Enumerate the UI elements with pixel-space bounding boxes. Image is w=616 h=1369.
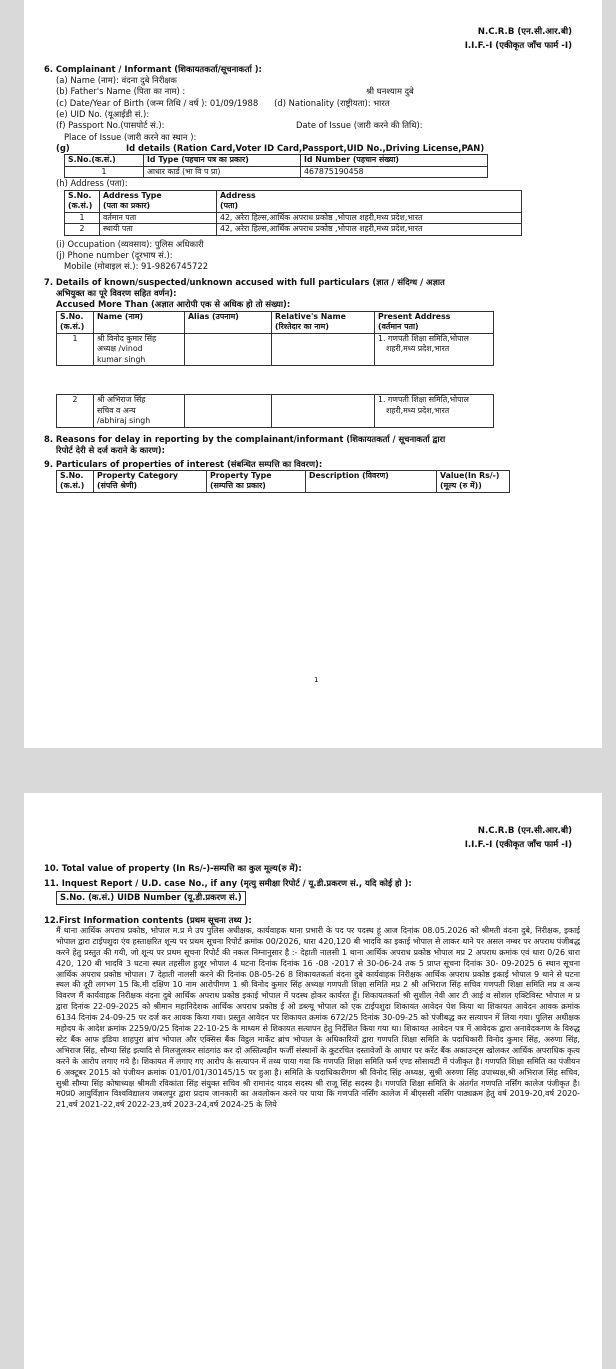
section-6-title: 6. Complainant / Informant (शिकायतकर्ता/सूचनाकर्ता ): [44,63,262,74]
accused-name-line: श्री विनोद कुमार सिंह [97,333,157,343]
dob-row [44,98,582,109]
accused-header-relative [272,311,375,333]
occupation: (i) Occupation (व्यवसाय): पुलिस अधिकारी [56,238,204,249]
addr-header-type [100,190,217,212]
addr-sno: 1 [65,212,100,224]
fir-contents: मैं थाना आर्थिक अपराध प्रकोष्ठ, भोपाल म.प्र मे उप पुलिस अधीक्षक, कार्यवाहक थाना प्रभारी के पद पर पदस्थ हूं आज दिनांक 08.05.2026 को श्रीमती वंदना दुबे, निरीक्षक, इकाई भोपाल द्वारा टाईपशुदा एंव हस्ताक्षरित शून्य पर प्रथम सूचना रिपोर्ट क्रमांक 00/2026, धारा 420,120 बी भादवि का इकाई भोपाल से लाकर थाने पर असल नम्बर पर अपराध पंजीबद्ध करने हेतु प्रस्तुत की गयी, जो शून्य पर प्रथम सूचना रिपोर्ट की नकल निम्नानुसार है :- देहाती नालसी 1 थाना आर्थिक अपराध प्रकोष्ठ भोपाल मप्र 2 अपराध क्रमांक एवं धारा 0/26 धारा 420, 120 बी भादवि 3 घटना स्थल तहसील हुजूर भोपाल 4 घटना दिनांक दिनांक 16 -08 -2017 से 30-06-24 तक 5 प्राप्त सूचना दिनांक 30- 09-2025 6 स्थान सूचना आर्थिक अपराध प्रकोष्ठ भोपाल। 7 देहाती नालसी करने की दिनांक 08-05-26 8 शिकायतकर्ता वंदना दुबे कार्यवाहक निरीक्षक आर्थिक अपराध प्रकोष्ठ इकाई भोपाल 9 थाने से घटना स्थल की दूरी लगभग 15 कि.मी दक्षिण 10 नाम आरोपीगण 1 श्री विनोद कुमार सिंह अध्यक्ष गणपती शिक्षा समिति मप्र 2 श्री अभिराज सिंह सचिव गणपती शिक्षा समिति मप्र व अन्य विवरण मैं कार्यवाहक निरीक्षक वंदना दुबे आर्थिक अपराध प्रकोष्ठ इकाई भोपाल में पदस्थ होकर कार्यरत हूँ। शिकायतकर्ता श्री सुशील नेवी आर टी आई व सोशल एक्टिविस्ट भोपाल म प्र द्वारा दिनांक 22-09-2025 को श्रीमान महानिदेशक आर्थिक अपराध प्रकोष्ठ ई ओ डब्ल्यू भोपाल को एक टाईपशुदा शिकायत आवेदन पेश किया था शिकायत आवेदन आवक क्रमांक 6134 दिनांक 24-09-25 पर दर्ज कर आवक किया गया। प्रस्तुत आवेदन पर शिकायत क्रमांक 672/25 दिनांक 30-09-25 को पंजीबद्ध कर सत्यापन में लिया गया। पुलिस अधीक्षक महोदय के आदेश क्रमांक 2259/0/25 दिनांक 22-10-25 के माध्यम से शिकायत सत्यापन हेतु निर्देशित किया गया था। शिकायत आवेदन पत्र में आवेदक द्वारा अनावेदकगण के विरुद्ध स्टेट बैंक आफ इंडिया शाहपुरा ब्रांच भोपाल और एक्सिस बैंक विट्ठल मार्केट ब्रांच भोपाल के अधिकारियों द्वारा गणपति शिक्षा समिति के पदाधिकारी विनोद कुमार सिंह, अरुणा सिंह, अभिराज सिंह, सौम्या सिंह इत्यादि से मिलजुलकर सांठगांठ कर दो अस्तित्वहीन फर्जी संस्थानों के कूटरचित दस्तावेजों के आधार पर करेंट बैंक अकाउन्ट्स खोलकर आर्थिक अपराधिक कृत्य करने के आरोप लगाए गये है। शिकायत में लगाए गए आरोप के सत्यापन में तथ्य पाया गया कि गणपति शिक्षा समिति फर्म एण्ड सोसायटी में पंजीकृत है। गणपति शिक्षा समिति का पंजीयन 6 अक्टूबर 2015 को पंजीयन क्रमांक 01/01/01/30145/15 पर हुआ है। समिति के पदाधिकारीगण श्री विनोद सिंह अध्यक्ष, सुश्री अरुणा सिंह उपाध्यक्ष,श्री अभिराज सिंह सचिव, सुश्री सौम्या सिंह कोषाध्यक्ष श्रीमती रविकांता सिंह संयुक्त सचिव श्री रामानंद यादव सदस्य श्री राजू सिंह सदस्य है। गणपति शिक्षा समिति के अंतर्गत गणपति नर्सिंग कालेज पंजीकृत है। म0प्र0 आयुर्विज्ञान विश्वविद्यालय जबलपुर द्वारा प्रदाय जानकारी का अवलोकन करने पर पाया कि गणपति नर्सिंग कालेज में बीएससी नर्सिंग पाठ्यक्रम हेतु वर्ष 2019-20,वर्ष 2020-21,वर्ष 2021-22,वर्ष 2022-23,वर्ष 2023-24,वर्ष 2024-25 के लिये [56,925,580,1110]
nationality: (d) Nationality (राष्ट्रीयता): भारत [274,97,390,108]
section-8-title: 8. Reasons for delay in reporting by the complainant/informant (शिकायतकर्ता / सूचनाकर्ता द्वारा [44,433,446,444]
id-details-title: Id details (Ration Card,Voter ID Card,Passport,UID No.,Driving License,PAN) [126,142,485,153]
section-7-title: 7. Details of known/suspected/unknown accused with full particulars (ज्ञात / संदिग्ध / अज्ञात [44,276,445,287]
father-name-row [44,86,582,97]
accused-header-address-en: Present Address [378,311,451,321]
id-header-sno: S.No.(क.सं.) [65,155,144,167]
addr-header-sno [65,190,100,212]
accused-address-line: शहरी,मध्य प्रदेश,भारत [386,405,450,415]
property-header-sno-hi: (क.सं.) [60,481,85,491]
accused-name-line: /abhiraj singh [97,416,151,426]
accused-sno: 2 [57,395,94,428]
addr-sno: 2 [65,224,100,236]
accused-name [94,333,185,366]
accused-header-address-hi: (वर्तमान पता) [378,322,419,332]
passport-no: (f) Passport No.(पासपोर्ट सं.): [56,120,165,131]
accused-name-line: श्री अभिराज सिंह [97,395,146,405]
property-header-category-hi: (संपत्ति श्रेणी) [97,481,138,491]
accused-address [375,395,494,428]
property-header-value-hi: (मूल्य (रु में)) [440,481,482,491]
accused-table-2 [56,394,494,428]
id-sno: 1 [65,166,144,178]
accused-name-line: अध्यक्ष /vinod [97,344,143,354]
address-table-header [65,190,522,212]
address-label: (h) Address (पता): [56,178,128,189]
form-header [44,793,582,853]
accused-relative [272,395,375,428]
section-10-title: 10. Total value of property (In Rs/-)-सम्पत्ति का कुल मूल्य(रु में): [44,862,302,873]
page-number: 1 [314,676,319,684]
accused-alias [185,333,272,366]
accused-name-line: सचिव व अन्य [97,405,136,415]
id-details-row [44,143,582,154]
addr-header-type-hi: (पता का प्रकार) [103,201,151,211]
id-type: आधार कार्ड (भा वि प प्रा) [144,166,301,178]
accused-table [56,311,494,367]
ncrb-label: N.C.R.B (एन.सी.आर.बी) [477,27,572,37]
form-label: I.I.F.-I (एकीकृत जाँच फार्म -I) [464,839,572,850]
accused-header-relative-hi: (रिश्तेदार का नाम) [275,322,329,332]
form-header [44,0,582,54]
addr-header-address-hi: (पता) [220,201,239,211]
property-header-category [94,470,207,492]
accused-address [375,333,494,366]
property-header-value [437,470,510,492]
phone-number: (j) Phone number (दूरभाष सं.): [56,250,173,261]
table-row [57,395,494,428]
accused-sno: 1 [57,333,94,366]
property-header-type-en: Property Type [210,470,272,480]
addr-header-address [217,190,522,212]
section-12-title: 12.First Information contents (प्रथम सूचना तथ्य ): [44,914,252,925]
table-row [65,166,488,178]
accused-address-line: शहरी,मध्य प्रदेश,भारत [386,344,450,354]
addr-header-sno-hi: (क.सं.) [68,201,93,211]
addr-header-sno-en: S.No. [68,190,92,200]
accused-header-name: Name (नाम) [94,311,185,333]
passport-row [44,120,582,131]
place-of-issue: Place of Issue (जारी करने का स्थान ): [64,131,197,142]
accused-table-header [57,311,494,333]
father-name-label: (b) Father's Name (पिता का नाम) : [56,86,186,97]
page-1 [24,0,602,748]
complainant-name: (a) Name (नाम): वंदना दुबे निरीक्षक [56,74,177,85]
accused-header-sno-en: S.No. [60,311,84,321]
table-row [65,224,522,236]
table-row [57,333,494,366]
accused-name-line: kumar singh [97,354,146,364]
property-header-type-hi: (सम्पत्ति का प्रकार) [210,481,266,491]
property-table [56,470,510,493]
property-header-sno [57,470,94,492]
addr-header-type-en: Address Type [103,190,162,200]
section-11-title: 11. Inquest Report / U.D. case No., if any (मृत्यु समीक्षा रिपोर्ट / यू.डी.प्रकरण सं., यदि कोई हो ): [44,877,412,888]
father-name-value: श्री घनश्याम दुबे [366,86,414,97]
accused-name [94,395,185,428]
section-7-title-cont: अभियुक्त का पूरे विवरण सहित वर्णन): [56,288,177,299]
property-table-header [57,470,510,492]
accused-more-than: Accused More Than (अज्ञात आरोपी एक से अधिक हो तो संख्या): [56,299,291,310]
addr-header-address-en: Address [220,190,256,200]
id-number: 467875190458 [301,166,488,178]
addr-type: स्थायी पता [100,224,217,236]
id-table-header [65,155,488,167]
section-9-title: 9. Particulars of properties of interest (संबन्धित सम्पत्ति का विवरण): [44,458,323,469]
accused-header-sno [57,311,94,333]
addr-type: वर्तमान पता [100,212,217,224]
property-header-value-en: Value(In Rs/-) [440,470,500,480]
section-8-title-cont: रिपोर्ट देरी से दर्ज कराने के कारण): [56,445,165,456]
property-header-type [207,470,306,492]
id-header-number: Id Number (पहचान संख्या) [301,155,488,167]
mobile-number: Mobile (मोबाइल सं.): 91-9826745722 [64,261,209,272]
accused-address-line: 1. गणपती शिक्षा समिति,भोपाल [378,395,469,405]
passport-issue-date: Date of Issue (जारी करने की तिथि): [296,120,423,131]
addr-value: 42, अरेरा हिल्स,आर्थिक अपराध प्रकोष्ठ ,भोपाल शहरी,मध्य प्रदेश,भारत [217,212,522,224]
uidb-table-header: S.No. (क.सं.) UIDB Number (यू.डी.प्रकरण सं.) [56,891,246,904]
accused-alias [185,395,272,428]
accused-header-relative-en: Relative's Name [275,311,346,321]
property-header-category-en: Property Category [97,470,179,480]
accused-relative [272,333,375,366]
id-details-letter: (g) [56,142,70,153]
property-header-sno-en: S.No. [60,470,84,480]
table-row [65,212,522,224]
accused-header-address [375,311,494,333]
address-table [64,190,522,236]
accused-address-line: 1. गणपती शिक्षा समिति,भोपाल [378,333,469,343]
dob: (c) Date/Year of Birth (जन्म तिथि / वर्ष ): 01/09/1988 [56,97,259,108]
id-table [64,154,488,178]
property-header-description: Description (विवरण) [306,470,437,492]
form-label: I.I.F.-I (एकीकृत जाँच फार्म -I) [464,40,572,51]
id-header-type: Id Type (पहचान पत्र का प्रकार) [144,155,301,167]
uid-no: (e) UID No. (यूआईडी सं.): [56,108,150,119]
accused-header-sno-hi: (क.सं.) [60,322,85,332]
addr-value: 42, अरेरा हिल्स,आर्थिक अपराध प्रकोष्ठ ,भोपाल शहरी,मध्य प्रदेश,भारत [217,224,522,236]
page-2 [24,793,602,1369]
accused-header-alias: Alias (उपनाम) [185,311,272,333]
ncrb-label: N.C.R.B (एन.सी.आर.बी) [477,826,572,836]
